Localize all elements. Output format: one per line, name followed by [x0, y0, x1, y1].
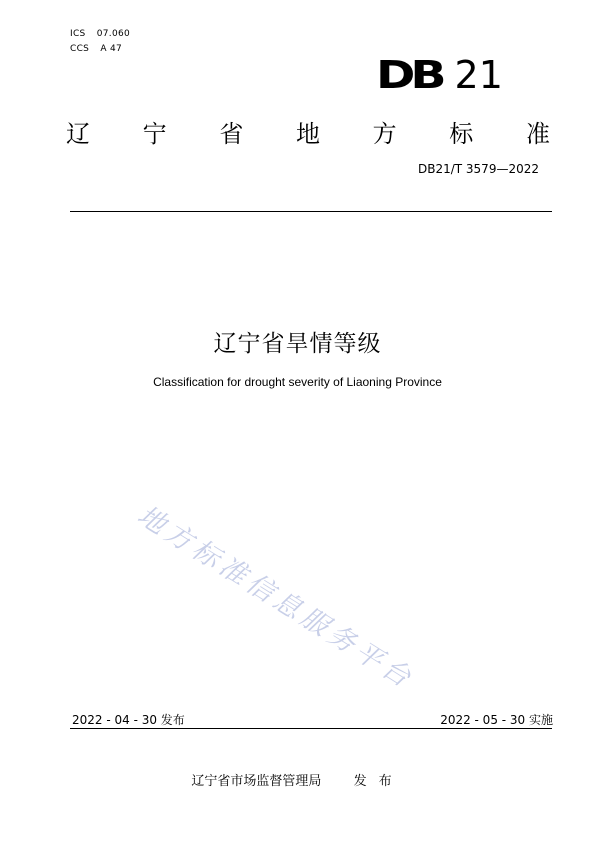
standard-kind-char: 标 [449, 120, 474, 148]
ics-code [70, 29, 130, 39]
db-logo-letters: DB [376, 53, 442, 97]
bottom-divider [70, 728, 552, 729]
ics-value: 07.060 [96, 29, 131, 39]
standard-kind-char: 准 [525, 120, 550, 148]
standard-number: DB21/T 3579—2022 [417, 162, 539, 176]
top-divider [70, 211, 552, 212]
issuer-action: 发布 [353, 774, 404, 789]
standard-kind-heading [66, 114, 550, 149]
standard-kind-char: 省 [219, 120, 244, 148]
standard-kind-char: 地 [295, 120, 320, 148]
standard-kind-char: 宁 [142, 120, 167, 148]
ccs-label: CCS [70, 44, 90, 54]
standard-kind-char: 辽 [66, 120, 90, 148]
title-chinese: 辽宁省旱情等级 [213, 331, 382, 357]
db-logo-number: 21 [454, 53, 503, 97]
db-logo [376, 53, 503, 97]
ccs-value: A 47 [100, 44, 123, 54]
watermark: 地方标准信息服务平台 [131, 499, 420, 696]
ics-label: ICS [70, 29, 86, 39]
implementation-date: 2022 - 05 - 30 实施 [440, 713, 553, 727]
issuer-name: 辽宁省市场监督管理局 [191, 774, 322, 789]
issuer [0, 770, 595, 789]
standard-kind-char: 方 [372, 120, 397, 148]
title-english: Classification for drought severity of Liaoning Province [153, 375, 442, 389]
ccs-code [70, 44, 122, 54]
issue-date: 2022 - 04 - 30 发布 [72, 713, 185, 727]
